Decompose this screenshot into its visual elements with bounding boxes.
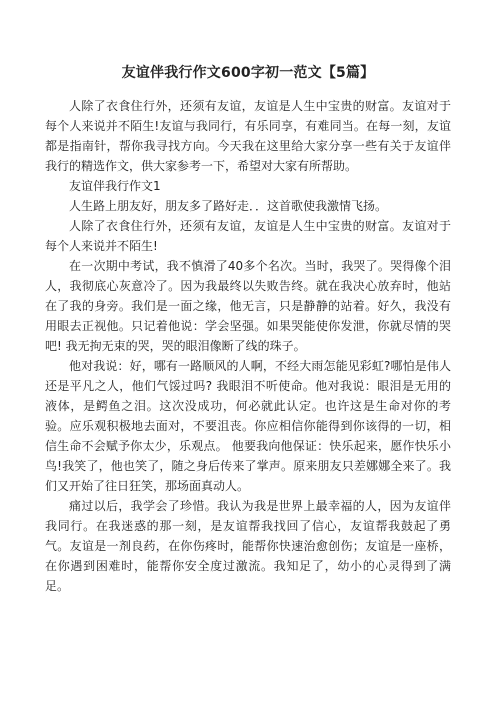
document-title: 友谊伴我行作文600字初一范文【5篇】 xyxy=(121,65,375,81)
paragraph: 痛过以后，我学会了珍惜。我认为我是世界上最幸福的人，因为友谊伴我同行。在我迷惑的那一刻，是友谊帮我找回了信心，友谊帮我鼓起了勇气。友谊是一剂良药，在你伤疼时，能帮你快速治愈创伤；友谊是一座桥，在你遇到困难时，能帮你安全度过激流。我知足了，幼小的心灵得到了满足。 xyxy=(45,499,451,593)
paragraph: 他对我说：好，哪有一路顺风的人啊，不经大雨怎能见彩虹?哪怕是伟人还是平凡之人，他们气馁过吗? 我眼泪不听使命。他对我说：眼泪是无用的液体，是鳄鱼之泪。这次没成功，何必就此认定。也许这是生命对你的考验。应乐观积极地去面对，不要沮丧。你应相信你能得到你该得的一切，相信生命不会赋予你太少，乐观点。 他要我向他保证：快乐起来，愿作快乐小鸟!我笑了，他也笑了，随之身后传来了掌声。原来朋友只差娜娜全来了。我们又开始了往日狂笑，那场面真动人。 xyxy=(45,359,451,493)
intro-paragraph: 人除了衣食住行外，还须有友谊，友谊是人生中宝贵的财富。友谊对于每个人来说并不陌生!友谊与我同行，有乐同享，有难同当。在每一刻，友谊都是指南针，帮你我寻找方向。今天我在这里给大家分享一些有关于友谊伴我行的精选作文，供大家参考一下，希望对大家有所帮助。 xyxy=(45,99,451,173)
paragraph: 人除了衣食住行外，还须有友谊，友谊是人生中宝贵的财富。友谊对于每个人来说并不陌生! xyxy=(45,219,451,253)
essay-heading: 友谊伴我行作文1 xyxy=(69,179,161,193)
document-body xyxy=(45,96,451,596)
paragraph: 人生路上朋友好，朋友多了路好走．．这首歌使我激情飞扬。 xyxy=(69,199,388,213)
paragraph: 在一次期中考试，我不慎滑了40多个名次。当时，我哭了。哭得像个泪人，我彻底心灰意冷了。因为我最终以失败告终。就在我决心放弃时，他站在了我的身旁。我们是一面之缘，他无言，只是静静的站着。好久，我没有用眼去正视他。只记着他说：学会坚强。如果哭能使你发泄，你就尽情的哭吧! 我无拘无束的哭，哭的眼泪像断了线的珠子。 xyxy=(45,259,451,353)
